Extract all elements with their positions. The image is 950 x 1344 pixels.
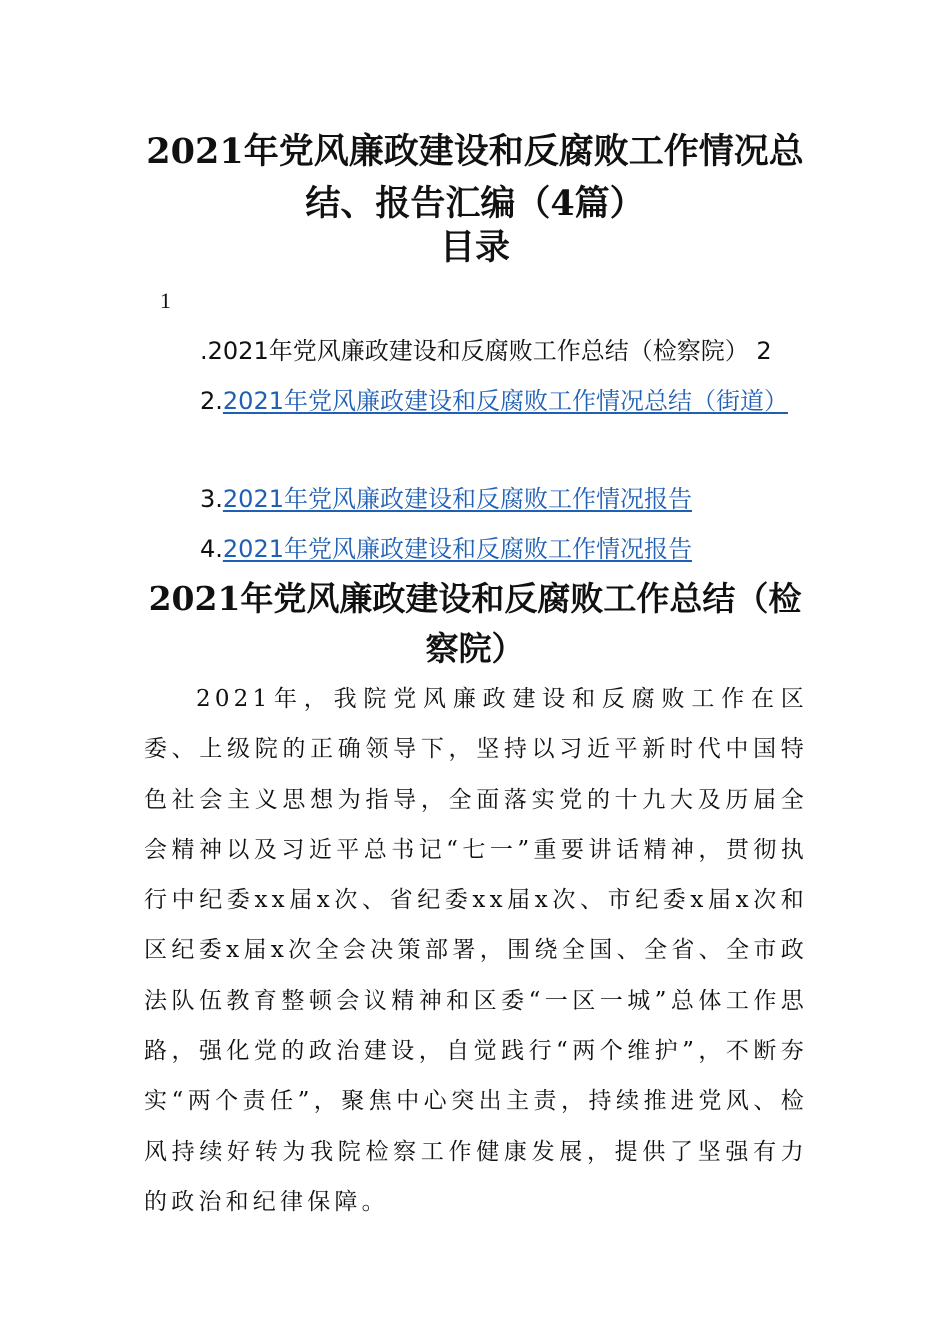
section-title: 2021年党风廉政建设和反腐败工作总结（检察院） [148,579,802,668]
toc-entry-3[interactable] [200,476,820,522]
toc-entry-link[interactable]: 2021年党风廉政建设和反腐败工作情况报告 [222,535,692,563]
toc-entry-link[interactable]: 2021年党风廉政建设和反腐败工作情况报告 [222,485,692,513]
toc-entry-number: 3. [200,485,223,513]
toc-entry-4[interactable] [200,526,820,572]
toc-entry-text: .2021年党风廉政建设和反腐败工作总结（检察院） 2 [200,337,772,365]
toc-entry-link[interactable]: 2021年党风廉政建设和反腐败工作情况总结（街道） [222,387,788,415]
toc-heading: 目录 [439,227,510,268]
toc-entry-1[interactable] [200,328,820,374]
toc-entry-number: 2. [200,387,223,415]
document-title: 2021年党风廉政建设和反腐败工作情况总结、报告汇编（4篇） [146,131,804,224]
toc-start-number: 1 [160,288,171,313]
toc-entry-2[interactable] [144,378,820,424]
body-paragraph: 2021年，我院党风廉政建设和反腐败工作在区委、上级院的正确领导下，坚持以习近平新时代中国特色社会主义思想为指导，全面落实党的十九大及历届全会精神以及习近平总书记“七一”重要讲话精神，贯彻执行中纪委xx届x次、省纪委xx届x次、市纪委x届x次和区纪委x届x次全会决策部署，围绕全国、全省、全市政法队伍教育整顿会议精神和区委“一区一城”总体工作思路，强化党的政治建设，自觉践行“两个维护”，不断夯实“两个责任”，聚焦中心突出主责，持续推进党风、检风持续好转为我院检察工作健康发展，提供了坚强有力的政治和纪律保障。 [144,686,808,1215]
toc-entry-number: 4. [200,535,223,563]
